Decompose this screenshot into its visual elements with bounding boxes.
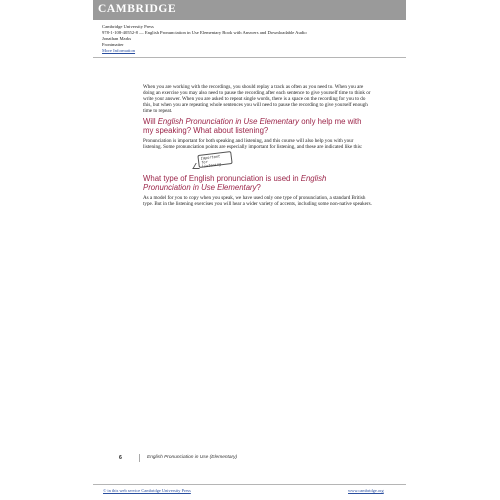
cambridge-logo: CAMBRIDGE <box>98 3 177 15</box>
publisher-banner <box>93 0 406 20</box>
copyright-link[interactable]: © in this web service Cambridge University Press <box>103 488 191 493</box>
listening-note-icon <box>143 151 373 171</box>
intro-paragraph: When you are working with the recordings, you should replay a track as often as you need to. When you are doing an exercise you may also need to pause the recording after each sentence to give yourself time to think or write your answer. When you are asked to repeat single words, there is a space on the recording for you to do this, but when you are repeating whole sentences you will need to pause the recording to give yourself enough time to repeat. <box>143 84 371 115</box>
isbn-title: 978-1-108-40552-8 — English Pronunciation in Use Elementary Book with Answers and Downloadable Audio <box>102 29 307 35</box>
header-divider <box>93 57 406 58</box>
website-link[interactable]: www.cambridge.org <box>348 488 384 493</box>
heading-pronunciation-type <box>143 175 373 193</box>
more-information-link[interactable]: More Information <box>102 47 136 53</box>
page-number: 6 <box>119 455 122 461</box>
publisher-name: Cambridge University Press <box>102 24 154 29</box>
section-name: Frontmatter <box>102 41 124 47</box>
footer-separator <box>139 454 140 462</box>
page-content <box>143 84 373 207</box>
heading-listening <box>143 118 373 136</box>
heading-listening-title: English Pronunciation in Use Elementary <box>157 117 300 127</box>
listening-paragraph: Pronunciation is important for both speaking and listening, and this course will also help you with your listening. Some pronunciation points are especially important for listening, and these are indicated like this: <box>143 138 363 151</box>
heading-listening-post: only help me with my speaking? What about listening? <box>143 117 362 136</box>
heading-type-title: English Pronunciation in Use Elementary <box>143 174 327 193</box>
footer-book-title: English Pronunciation in Use (Elementary) <box>147 455 238 460</box>
heading-type-post: ? <box>256 183 261 193</box>
heading-listening-pre: Will <box>143 117 158 127</box>
heading-type-pre: What type of English pronunciation is used in <box>143 174 301 184</box>
footer-divider <box>93 484 406 485</box>
author-name: Jonathan Marks <box>102 35 132 41</box>
book-metadata <box>102 24 402 54</box>
model-paragraph: As a model for you to copy when you speak, we have used only one type of pronunciation, a standard British type. But in the listening exercises you will hear a wider variety of accents, including some non-native speakers. <box>143 194 372 207</box>
important-for-listening-note: Important for listening <box>197 151 232 168</box>
